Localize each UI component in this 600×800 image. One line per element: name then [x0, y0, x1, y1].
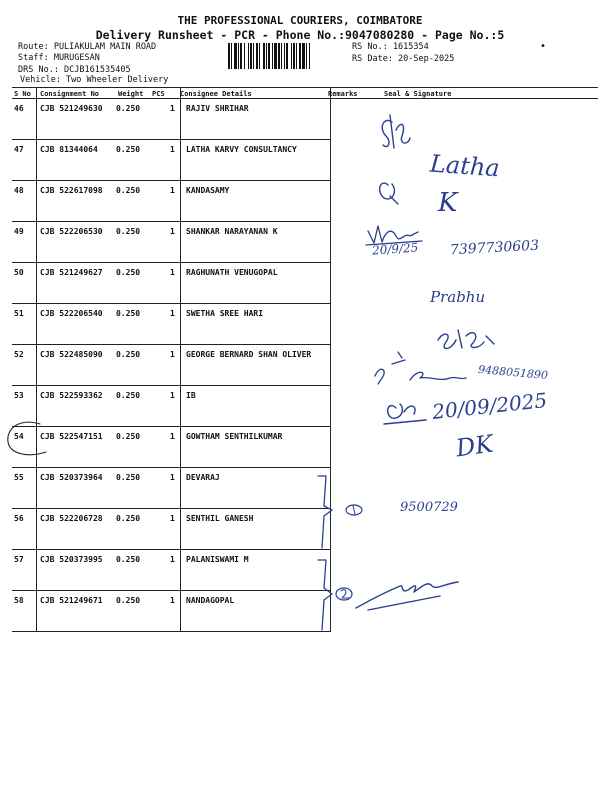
runsheet-title: THE PROFESSIONAL COURIERS, COIMBATORE: [177, 14, 423, 27]
cell-pcs: 1: [170, 309, 175, 318]
row-divider: [12, 262, 330, 263]
circle-mark-56: [346, 505, 362, 515]
row-divider: [12, 385, 330, 386]
table-header-border: [12, 98, 598, 99]
drs-number: DRS No.: DCJB161535405: [18, 65, 131, 75]
cell-consignee: LATHA KARVY CONSULTANCY: [186, 145, 297, 154]
barcode-bar: [266, 43, 267, 69]
cell-consignment: CJB 522547151: [40, 432, 103, 441]
cell-consignee: KANDASAMY: [186, 186, 230, 195]
cell-weight: 0.250: [116, 555, 141, 564]
barcode-bar: [268, 43, 270, 69]
handwritten-latha: Latha: [429, 149, 501, 183]
barcode-bar: [238, 43, 239, 69]
col-header-sno: S No: [14, 90, 31, 98]
cell-consignee: SHANKAR NARAYANAN K: [186, 227, 278, 236]
cell-consignee: NANDAGOPAL: [186, 596, 235, 605]
col-header-consignment: Consignment No: [40, 90, 100, 98]
cell-sno: 49: [14, 227, 24, 236]
cell-consignment: CJB 522617098: [40, 186, 103, 195]
handwritten-prabhu: Prabhu: [430, 288, 486, 306]
cell-sno: 57: [14, 555, 24, 564]
barcode-bar: [274, 43, 277, 69]
table-top-border: [12, 87, 598, 88]
barcode-bar: [234, 43, 237, 69]
signature-46: [382, 115, 410, 148]
cell-consignment: CJB 521249627: [40, 268, 103, 277]
cell-sno: 56: [14, 514, 24, 523]
barcode-bar: [299, 43, 301, 69]
row-divider: [12, 549, 330, 550]
cell-pcs: 1: [170, 186, 175, 195]
cell-sno: 58: [14, 596, 24, 605]
signature-58: [356, 582, 458, 610]
row-divider: [12, 590, 330, 591]
cell-weight: 0.250: [116, 104, 141, 113]
cell-pcs: 1: [170, 596, 175, 605]
handwritten-date-49: 20/9/25: [371, 240, 419, 258]
handwritten-date-53: 20/09/2025: [431, 388, 549, 424]
row-divider: [12, 344, 330, 345]
cell-consignment: CJB 81344064: [40, 145, 98, 154]
circle-mark-58: [336, 588, 352, 600]
vehicle-info: Vehicle: Two Wheeler Delivery: [20, 75, 169, 85]
barcode-bar: [291, 43, 292, 69]
mark-58-digit: [341, 590, 349, 598]
col-header-seal: Seal & Signature: [384, 90, 452, 98]
barcode-bar: [259, 43, 260, 69]
row-divider: [12, 303, 330, 304]
cell-pcs: 1: [170, 145, 175, 154]
barcode-bar: [293, 43, 295, 69]
cell-consignee: SWETHA SREE HARI: [186, 309, 264, 318]
barcode-bar: [240, 43, 242, 69]
cell-consignee: GEORGE BERNARD SHAN OLIVER: [186, 350, 312, 359]
cell-sno: 46: [14, 104, 24, 113]
cell-weight: 0.250: [116, 227, 141, 236]
cell-weight: 0.250: [116, 350, 141, 359]
cell-weight: 0.250: [116, 596, 141, 605]
column-divider: [36, 87, 37, 632]
row-divider: [12, 508, 330, 509]
cell-consignee: RAGHUNATH VENUGOPAL: [186, 268, 278, 277]
column-divider: [330, 87, 331, 632]
cell-weight: 0.250: [116, 432, 141, 441]
cell-consignment: CJB 520373964: [40, 473, 103, 482]
barcode: [228, 43, 348, 69]
cell-consignment: CJB 522593362: [40, 391, 103, 400]
row-divider: [12, 467, 330, 468]
cell-consignment: CJB 522206530: [40, 227, 103, 236]
row-divider: [12, 426, 330, 427]
cell-weight: 0.250: [116, 473, 141, 482]
barcode-bar: [263, 43, 265, 69]
cell-pcs: 1: [170, 350, 175, 359]
cell-consignee: PALANISWAMI M: [186, 555, 249, 564]
barcode-bar: [309, 43, 310, 69]
cell-consignment: CJB 521249630: [40, 104, 103, 113]
barcode-bar: [228, 43, 230, 69]
cell-consignment: CJB 520373995: [40, 555, 103, 564]
cell-consignee: SENTHIL GANESH: [186, 514, 254, 523]
column-divider: [180, 87, 181, 632]
row-divider: [12, 139, 330, 140]
handwritten-phone-52: 9488051890: [477, 362, 549, 383]
cell-consignee: IB: [186, 391, 196, 400]
handwritten-phone-56: 9500729: [400, 500, 458, 515]
cell-weight: 0.250: [116, 514, 141, 523]
cell-consignee: GOWTHAM SENTHILKUMAR: [186, 432, 283, 441]
cell-pcs: 1: [170, 268, 175, 277]
cell-sno: 50: [14, 268, 24, 277]
cell-sno: 55: [14, 473, 24, 482]
cell-weight: 0.250: [116, 186, 141, 195]
col-header-weight: Weight: [118, 90, 144, 98]
cell-weight: 0.250: [116, 391, 141, 400]
signature-53: [384, 404, 426, 424]
cell-sno: 47: [14, 145, 24, 154]
barcode-bar: [231, 43, 232, 69]
staff-info: Staff: MURUGESAN: [18, 53, 100, 63]
barcode-bar: [256, 43, 258, 69]
signature-52: [375, 352, 466, 384]
scan-mark: •: [540, 41, 547, 52]
route-info: Route: PULIAKULAM MAIN ROAD: [18, 42, 157, 52]
col-header-pcs: PCS: [152, 90, 165, 98]
signature-48: [380, 183, 398, 204]
handwritten-phone-49: 7397730603: [449, 237, 540, 259]
barcode-bar: [281, 43, 282, 69]
cell-pcs: 1: [170, 227, 175, 236]
cell-consignee: RAJIV SHRIHAR: [186, 104, 249, 113]
cell-consignment: CJB 522206540: [40, 309, 103, 318]
cell-weight: 0.250: [116, 268, 141, 277]
col-header-remarks: Remarks: [328, 90, 358, 98]
barcode-bar: [248, 43, 249, 69]
barcode-bar: [286, 43, 288, 69]
cell-sno: 53: [14, 391, 24, 400]
cell-sno: 51: [14, 309, 24, 318]
cell-sno: 48: [14, 186, 24, 195]
handwritten-dk: DK: [454, 429, 495, 463]
cell-pcs: 1: [170, 432, 175, 441]
handwritten-k: K: [438, 188, 458, 218]
row-divider: [12, 631, 330, 632]
cell-sno: 54: [14, 432, 24, 441]
barcode-bar: [244, 43, 245, 69]
barcode-bar: [272, 43, 273, 69]
cell-consignment: CJB 522206728: [40, 514, 103, 523]
barcode-bar: [278, 43, 280, 69]
cell-pcs: 1: [170, 555, 175, 564]
runsheet-subtitle: Delivery Runsheet - PCR - Phone No.:9047080280 - Page No.:5: [95, 28, 505, 42]
row-divider: [12, 180, 330, 181]
mark-56-digit: [353, 506, 355, 514]
barcode-bar: [302, 43, 305, 69]
cell-consignment: CJB 522485090: [40, 350, 103, 359]
barcode-bar: [306, 43, 307, 69]
rs-date: RS Date: 20-Sep-2025: [352, 54, 455, 64]
row-divider: [12, 221, 330, 222]
barcode-bar: [296, 43, 297, 69]
signature-51: [438, 330, 494, 349]
cell-pcs: 1: [170, 514, 175, 523]
cell-sno: 52: [14, 350, 24, 359]
barcode-bar: [250, 43, 252, 69]
cell-weight: 0.250: [116, 309, 141, 318]
cell-pcs: 1: [170, 104, 175, 113]
cell-weight: 0.250: [116, 145, 141, 154]
cell-consignment: CJB 521249671: [40, 596, 103, 605]
cell-pcs: 1: [170, 473, 175, 482]
barcode-bar: [284, 43, 285, 69]
rs-number: RS No.: 1615354: [352, 42, 429, 52]
col-header-consignee: Consignee Details: [180, 90, 252, 98]
cell-pcs: 1: [170, 391, 175, 400]
barcode-bar: [253, 43, 254, 69]
cell-consignee: DEVARAJ: [186, 473, 220, 482]
